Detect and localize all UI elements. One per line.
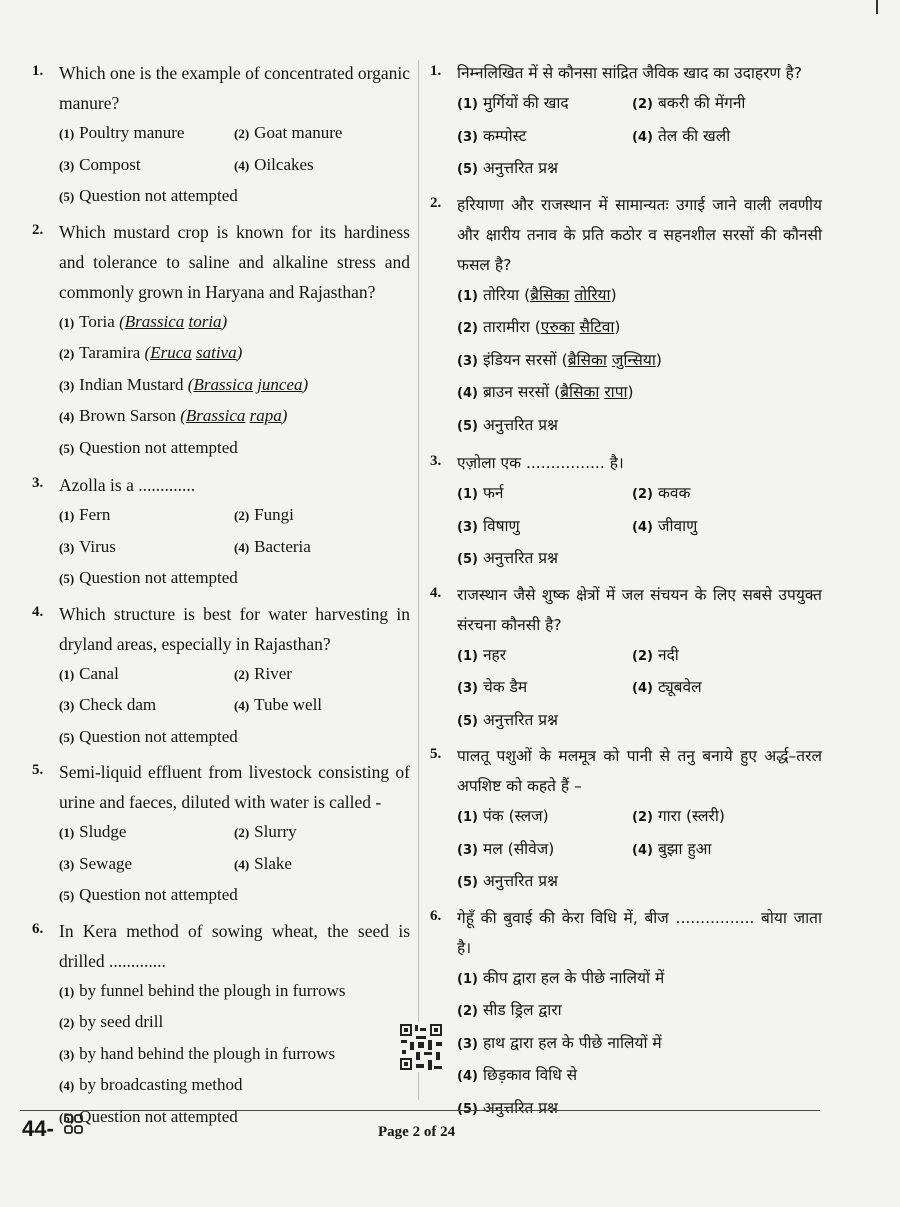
question-number: 4. [430,584,442,601]
option-text: Canal [79,663,119,683]
option-3[interactable] [457,672,632,705]
option-number: (3) [457,353,478,369]
question-number: 3. [32,475,44,491]
option-number: (3) [59,856,75,872]
option-number: (5) [457,418,478,434]
footer-rule [20,1110,820,1111]
options-list [59,118,410,213]
option-number: (2) [632,648,653,664]
option-number: (1) [457,487,478,502]
option-2[interactable] [234,817,409,849]
option-number: (1) [457,810,478,825]
option-5[interactable] [59,181,410,213]
option-number: (2) [234,508,250,523]
question-4-en [30,599,410,754]
option-number: (5) [59,440,75,456]
option-3[interactable] [59,849,234,881]
option-4[interactable] [234,690,409,722]
option-number: (4) [59,409,75,424]
qr-code-icon [398,1022,444,1072]
option-number: (2) [234,126,250,141]
option-text: by hand behind the plough in furrows [79,1043,336,1063]
option-text: Fern [79,505,111,524]
option-text: Question not attempted [79,1106,238,1126]
option-5[interactable] [457,410,822,443]
paper-code: 44- [22,1116,54,1141]
option-number: (1) [457,288,478,304]
option-5[interactable] [59,722,410,754]
option-text: Brown Sarson [79,406,181,425]
option-4[interactable] [457,1060,822,1093]
option-number: (2) [59,1015,75,1030]
scientific-name: (ब्रैसिका रापा) [554,383,634,401]
option-text: by funnel behind the plough in furrows [79,980,346,1000]
option-number: (5) [457,552,478,567]
option-number: (2) [234,666,250,682]
option-number: (3) [457,129,478,145]
option-text: by broadcasting method [79,1075,243,1094]
question-number: 1. [430,63,442,79]
option-2[interactable] [632,640,807,673]
species-name: जुन्सिया [611,350,656,369]
option-number: (1) [59,983,75,999]
option-text: River [254,663,292,683]
option-number: (4) [457,386,478,401]
option-text: छिड़काव विधि से [482,1066,578,1084]
option-text: अनुत्तरित प्रश्न [482,872,558,890]
hindi-column [428,58,822,1125]
option-1[interactable] [59,307,410,339]
option-number: (5) [59,1109,75,1125]
option-1[interactable] [59,659,234,691]
option-5[interactable] [59,563,410,595]
option-number: (5) [457,162,478,177]
option-5[interactable] [59,433,410,465]
option-number: (4) [234,157,250,173]
option-text: Goat manure [254,123,343,142]
options-list [59,307,410,465]
option-1[interactable] [59,118,234,150]
page-edge-mark [876,0,878,14]
english-column [30,58,410,1133]
option-number: (5) [59,189,75,204]
page-number: Page 2 of 24 [378,1124,456,1140]
option-4[interactable] [234,849,409,881]
option-5[interactable] [457,1093,822,1126]
question-number: 5. [430,746,442,762]
option-text: चेक डैम [482,678,528,696]
option-5[interactable] [457,866,822,899]
option-number: (4) [234,698,250,713]
question-5-hi [428,741,822,899]
question-4-hi [428,580,822,738]
option-text: Question not attempted [79,726,238,746]
option-number: (3) [59,1046,75,1062]
option-1[interactable] [59,976,410,1008]
option-text: Indian Mustard [79,374,188,394]
option-4[interactable] [632,121,807,154]
question-number: 2. [430,194,442,211]
options-list [457,640,822,738]
question-2-en [30,217,410,465]
option-2[interactable] [632,88,807,121]
species-name: rapa [249,406,282,425]
genus-name: ब्रैसिका [567,350,607,369]
option-3[interactable] [457,345,822,378]
option-2[interactable] [234,118,409,150]
option-text: विषाणु [482,516,520,535]
option-1[interactable] [59,817,234,849]
option-3[interactable] [59,150,234,182]
question-1-hi [428,58,822,186]
genus-name: Brassica [193,374,253,394]
option-text: Slake [254,853,292,873]
option-text: इंडियन सरसों [482,350,562,369]
option-number: (4) [234,856,250,872]
option-text: बकरी की मेंगनी [657,94,746,112]
scientific-name: (ब्रैसिका तोरिया) [524,285,617,304]
question-text: राजस्थान जैसे शुष्क क्षेत्रों में जल संचयन के लिए सबसे उपयुक्त संरचना कौनसी है? [457,585,822,634]
option-number: (2) [632,97,653,112]
option-1[interactable] [457,963,822,996]
option-text: कम्पोस्ट [482,126,527,145]
question-6-hi [428,903,822,1126]
option-number: (2) [632,810,653,825]
genus-name: Brassica [124,311,185,331]
option-number: (5) [59,571,75,586]
option-3[interactable] [59,370,410,402]
option-text: तारामीरा [482,318,535,336]
option-text: अनुत्तरित प्रश्न [482,159,558,177]
option-text: Slurry [254,822,297,841]
question-text: Which one is the example of concentrated organic manure? [59,63,410,113]
option-3[interactable] [457,1028,822,1061]
scientific-name: (Brassica juncea) [187,374,309,394]
option-2[interactable] [59,338,410,370]
option-5[interactable] [457,153,822,186]
option-5[interactable] [59,1102,410,1134]
option-number: (1) [59,825,75,840]
option-4[interactable] [234,532,409,564]
options-list [457,88,822,186]
option-5[interactable] [457,543,822,576]
question-text: Which structure is best for water harvesting in dryland areas, especially in Rajasthan? [59,603,410,654]
question-6-en [30,916,410,1134]
option-5[interactable] [59,880,410,912]
option-1[interactable] [457,640,632,673]
option-2[interactable] [632,478,807,511]
question-3-en [30,470,410,595]
option-2[interactable] [59,1007,410,1039]
option-text: मुर्गियों की खाद [482,94,569,112]
option-number: (3) [59,539,75,555]
option-1[interactable] [457,801,632,834]
option-number: (3) [457,519,478,535]
question-text: हरियाणा और राजस्थान में सामान्यतः उगाई जाने वाली लवणीय और क्षारीय तनाव के प्रति कठोर व सहनशील सरसों की कौनसी फसल है? [457,195,822,274]
option-3[interactable] [59,690,234,722]
option-text: Virus [79,536,116,556]
option-text: मल (सीवेज) [482,839,555,858]
option-4[interactable] [632,834,807,867]
option-number: (3) [59,698,75,713]
question-3-hi [428,448,822,576]
genus-name: ब्रैसिका [530,285,570,304]
option-1[interactable] [457,88,632,121]
option-number: (1) [59,126,75,141]
question-number: 4. [32,603,44,620]
option-number: (4) [632,842,653,858]
option-number: (4) [632,681,653,696]
option-4[interactable] [59,1070,410,1102]
option-text: ब्राउन सरसों [482,383,555,401]
option-number: (2) [457,321,478,336]
question-text: पालतू पशुओं के मलमूत्र को पानी से तनु बनाये हुए अर्द्ध–तरल अपशिष्ट को कहते हैं – [457,747,822,795]
species-name: toria [188,311,222,331]
option-3[interactable] [59,1039,410,1071]
option-5[interactable] [457,705,822,738]
option-4[interactable] [632,672,807,705]
genus-name: Brassica [185,406,246,425]
option-text: Question not attempted [79,568,238,587]
option-2[interactable] [234,500,409,532]
question-number: 6. [32,920,44,937]
options-list [457,801,822,899]
option-text: Toria [79,311,120,331]
scientific-name: (Brassica toria) [119,311,228,331]
options-list [59,500,410,595]
species-name: रापा [604,383,628,401]
option-text: सीड ड्रिल द्वारा [482,1001,562,1019]
option-number: (3) [457,842,478,858]
option-text: Fungi [254,505,294,524]
options-list [457,478,822,576]
option-number: (5) [457,713,478,729]
option-text: by seed drill [79,1012,164,1031]
option-text: Check dam [79,695,157,714]
option-number: (1) [457,97,478,112]
option-number: (5) [457,1101,478,1117]
scientific-name: (Eruca sativa) [144,343,243,362]
option-number: (3) [457,1036,478,1052]
option-text: Poultry manure [79,123,185,142]
question-number: 6. [430,907,442,924]
question-text: Azolla is a ............. [59,475,196,495]
question-2-hi [428,190,822,443]
option-number: (2) [234,825,250,840]
question-number: 5. [32,762,44,778]
genus-name: एरुका [540,318,575,336]
option-text: अनुत्तरित प्रश्न [482,1098,558,1117]
question-text: Which mustard crop is known for its hardiness and tolerance to saline and alkaline stress and commonly grown in Haryana and Rajasthan? [59,221,410,302]
option-number: (3) [457,681,478,696]
option-1[interactable] [457,478,632,511]
option-number: (1) [457,648,478,664]
option-text: Sewage [79,853,133,873]
options-list [59,817,410,912]
option-text: तोरिया [482,285,525,304]
option-number: (2) [457,1004,478,1019]
genus-name: ब्रैसिका [560,383,600,401]
option-4[interactable] [234,150,409,182]
option-2[interactable] [234,659,409,691]
option-text: अनुत्तरित प्रश्न [482,415,558,434]
species-name: juncea [257,374,303,394]
option-number: (3) [59,157,75,173]
option-2[interactable] [457,312,822,345]
option-text: बुझा हुआ [657,839,712,858]
option-text: अनुत्तरित प्रश्न [482,710,558,729]
option-text: फर्न [482,484,504,502]
option-number: (5) [59,888,75,903]
option-number: (4) [234,539,250,555]
options-list [457,280,822,443]
question-5-en [30,757,410,912]
option-number: (1) [457,971,478,987]
option-1[interactable] [457,280,822,313]
column-divider [418,60,419,1100]
option-4[interactable] [632,511,807,544]
option-4[interactable] [457,377,822,410]
question-text: In Kera method of sowing wheat, the seed is drilled ............. [59,920,410,971]
option-number: (4) [632,129,653,145]
option-text: Bacteria [254,536,311,556]
option-text: Question not attempted [79,186,238,205]
question-number: 3. [430,453,442,469]
option-number: (5) [457,875,478,890]
option-number: (1) [59,666,75,682]
option-number: (4) [59,1078,75,1093]
option-3[interactable] [457,121,632,154]
option-text: जीवाणु [657,516,698,535]
option-number: (5) [59,729,75,745]
option-3[interactable] [59,532,234,564]
option-number: (4) [457,1069,478,1084]
option-text: नहर [482,645,507,664]
option-text: Taramira [79,343,145,362]
option-number: (1) [59,314,75,330]
option-text: Compost [79,154,141,174]
option-text: अनुत्तरित प्रश्न [482,549,558,567]
option-3[interactable] [457,511,632,544]
option-number: (4) [632,519,653,535]
option-1[interactable] [59,500,234,532]
option-text: पंक (स्लज) [482,807,549,825]
option-text: तेल की खली [657,126,731,145]
option-text: ट्यूबवेल [657,678,702,696]
question-text: Semi-liquid effluent from livestock consisting of urine and faeces, diluted with water is called - [59,762,410,812]
question-text: निम्नलिखित में से कौनसा सांद्रित जैविक खाद का उदाहरण है? [457,64,803,82]
question-text: एज़ोला एक ................ है। [457,454,624,472]
option-number: (3) [59,377,75,393]
option-text: हाथ द्वारा हल के पीछे नालियों में [482,1033,662,1052]
option-text: नदी [657,645,679,664]
options-list [457,963,822,1126]
option-text: Question not attempted [79,437,238,457]
option-text: Question not attempted [79,885,238,904]
option-2[interactable] [457,995,822,1028]
code-grid-icon [64,1114,84,1136]
option-text: Sludge [79,822,127,841]
question-number: 2. [32,221,44,238]
option-number: (2) [632,487,653,502]
option-text: कीप द्वारा हल के पीछे नालियों में [482,968,665,987]
scientific-name: (ब्रैसिका जुन्सिया) [561,350,662,369]
option-text: Oilcakes [254,154,314,174]
option-4[interactable] [59,401,410,433]
option-number: (2) [59,346,75,361]
species-name: सैटिवा [579,318,615,336]
options-list [59,659,410,754]
option-3[interactable] [457,834,632,867]
question-1-en [30,58,410,213]
option-text: कवक [657,484,691,502]
question-text: गेहूँ की बुवाई की केरा विधि में, बीज ................ बोया जाता है। [457,908,822,957]
question-number: 1. [32,63,44,79]
option-text: Tube well [254,695,323,714]
scientific-name: (एरुका सैटिवा) [534,318,621,336]
scientific-name: (Brassica rapa) [180,406,288,425]
species-name: तोरिया [574,285,611,304]
option-number: (1) [59,508,75,523]
option-text: गारा (स्लरी) [657,807,725,825]
option-2[interactable] [632,801,807,834]
genus-name: Eruca [150,343,192,362]
species-name: sativa [196,343,237,362]
